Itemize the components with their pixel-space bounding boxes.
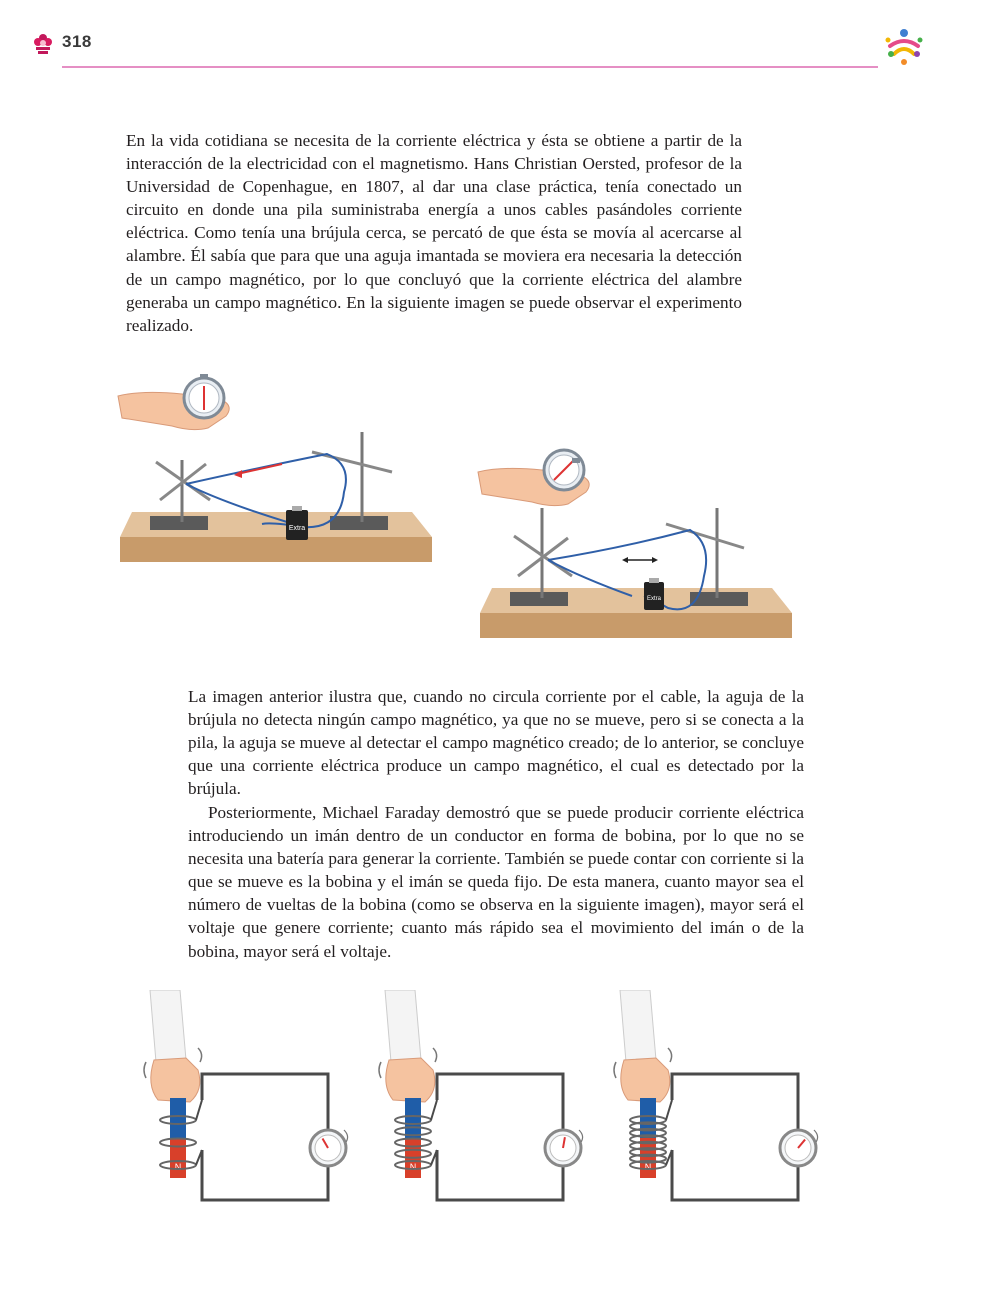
page-number: 318	[62, 32, 92, 51]
galvanometer-icon	[780, 1130, 816, 1166]
battery-icon	[644, 578, 664, 610]
oersted-experiment-figure-1	[112, 372, 442, 572]
faraday-coil-figure-2	[375, 990, 605, 1210]
battery-icon	[286, 506, 308, 540]
colorful-figures-emblem-icon	[880, 24, 928, 72]
faraday-paragraph: Posteriormente, Michael Faraday demostró que se puede producir corriente eléctrica introduciendo un imán dentro de un conductor en forma de bobina, por lo que no se necesita una batería para generar la corriente. También se puede contar con corriente si la que se mueve es la bobina y el imán se queda fijo. De esta manera, cuanto mayor sea el número de vueltas de la bobina (como se observa en la siguiente imagen), mayor será el voltaje que genere corriente; cuanto más rápido sea el movimiento del imán o de la bobina, mayor será el voltaje.	[188, 803, 804, 961]
intro-paragraph: En la vida cotidiana se necesita de la corriente eléctrica y ésta se obtiene a partir de la interacción de la electricidad con el magnetismo. Hans Christian Oersted, profesor de la Universidad de Copenhague, en 1807, al dar una clase práctica, tenía conectado un circuito en donde una pila suministraba energía a unos cables pasándoles corriente eléctrica. Como tenía una brújula cerca, se percató de que ésta se movía al acercarse al alambre. Él sabía que para que una aguja imantada se moviera era necesaria la detección de un campo magnético, por lo que concluyó que la corriente eléctrica del alambre generaba un campo magnético. En la siguiente imagen se puede observar el experimento realizado.	[126, 131, 742, 335]
header-rule	[62, 66, 878, 68]
magnet-icon	[640, 1098, 656, 1178]
explanation-paragraph: La imagen anterior ilustra que, cuando no circula corriente por el cable, la aguja de la brújula no detecta ningún campo magnético, ya que no se mueve, pero si se conecta a la pila, la aguja se mueve al detectar el campo magnético creado; de lo anterior, se concluye que una corriente eléctrica produce un campo magnético, el cual es detectado por la brújula.	[188, 687, 804, 799]
compass-icon	[184, 374, 224, 418]
flower-emblem-icon	[32, 32, 54, 56]
svg-text:Extra: Extra	[646, 596, 662, 602]
galvanometer-icon	[545, 1130, 581, 1166]
svg-text:N: N	[409, 1162, 417, 1172]
svg-text:N: N	[174, 1162, 182, 1172]
svg-text:Extra: Extra	[288, 525, 306, 532]
faraday-coil-figure-1	[140, 990, 370, 1210]
oersted-experiment-figure-2	[472, 448, 802, 648]
galvanometer-icon	[310, 1130, 346, 1166]
compass-icon	[544, 450, 584, 490]
svg-text:N: N	[644, 1162, 652, 1172]
faraday-coil-figure-3	[610, 990, 840, 1210]
